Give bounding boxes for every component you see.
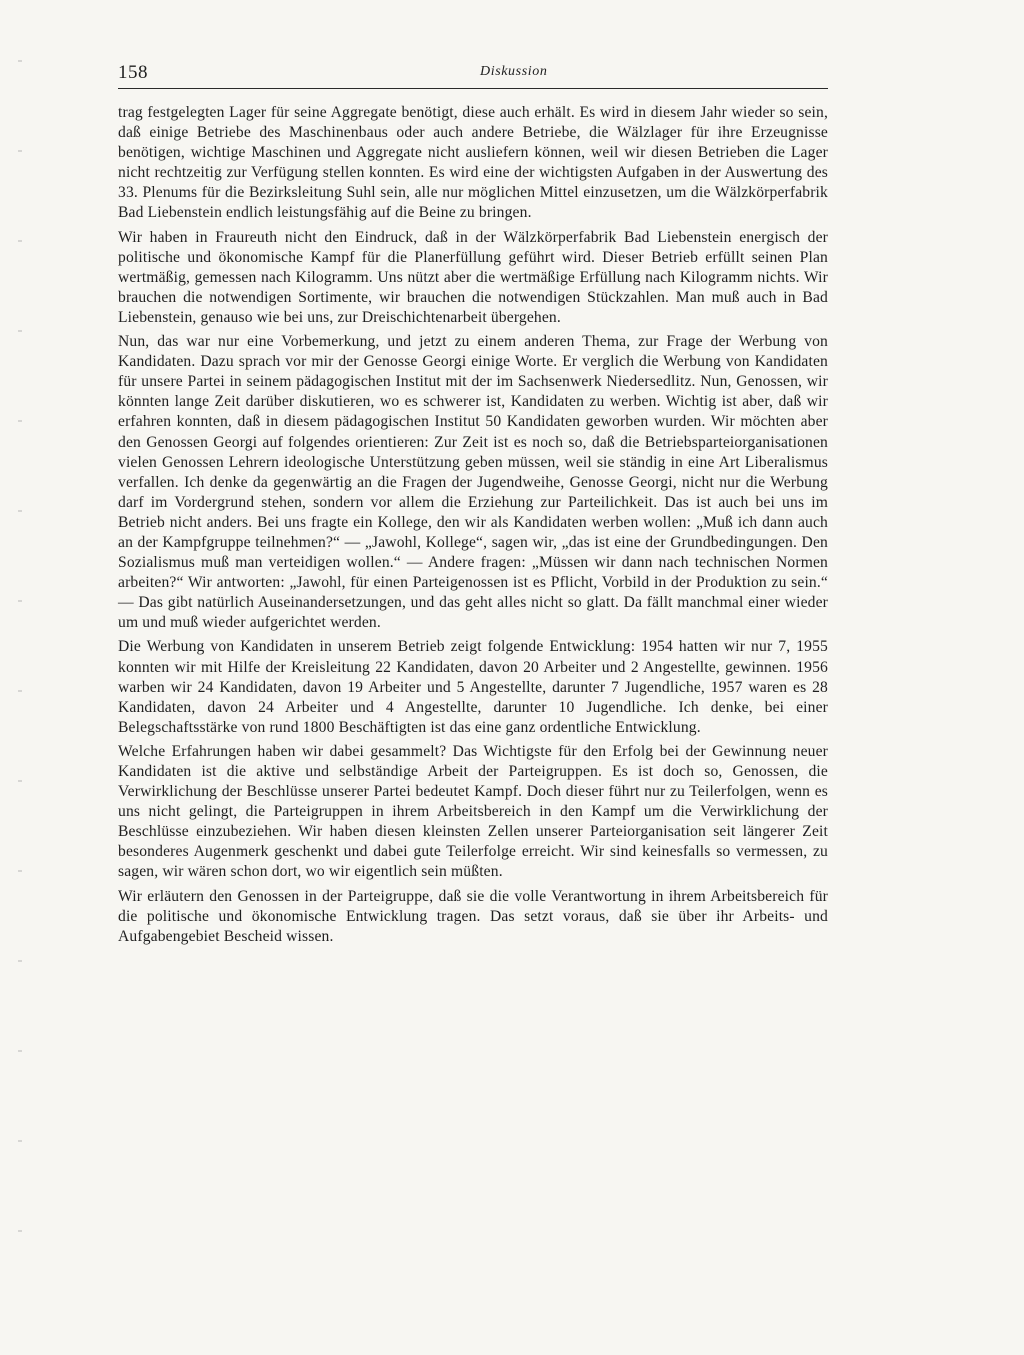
paragraph-5: Welche Erfahrungen haben wir dabei gesammelt? Das Wichtigste für den Erfolg bei der Gewinnung neuer Kandidaten ist die aktive und selbständige Arbeit der Parteigruppen. Es ist doch so, Genossen, die Verwirklichung der Beschlüsse unserer Partei bedeutet Kampf. Doch dieser führt nur zu Teilerfolgen, wenn es uns nicht gelingt, die Parteigruppen in ihrem Arbeitsbereich in den Kampf um die Verwirklichung der Beschlüsse einzubeziehen. Wir haben diesen kleinsten Zellen unserer Parteiorganisation seit längerer Zeit besonderes Augenmerk geschenkt und dabei gute Teilerfolge erreicht. Wir sind keinesfalls so vermessen, zu sagen, wir wären schon dort, wo wir eigentlich sein müßten. [118, 742, 828, 881]
page-header [118, 60, 828, 89]
scan-margin-specks [18, 20, 22, 1320]
paragraph-1: trag festgelegten Lager für seine Aggregate benötigt, diese auch erhält. Es wird in diesem Jahr wieder so sein, daß einige Betriebe des Maschinenbaus oder auch andere Betriebe, die Wälzlager für ihre Erzeugnisse benötigen, wichtige Maschinen und Aggregate nicht ausliefern können, weil wir diesen Betrieben die Lager nicht rechtzeitig zur Verfügung stellen konnten. Es wird eine der wichtigsten Aufgaben in der Auswertung des 33. Plenums für die Bezirksleitung Suhl sein, alle nur möglichen Mittel einzusetzen, um die Wälzkörperfabrik Bad Liebenstein endlich leistungsfähig auf die Beine zu bringen. [118, 104, 828, 222]
page-number: 158 [118, 62, 148, 83]
running-head: Diskussion [480, 64, 548, 79]
paragraph-6: Wir erläutern den Genossen in der Parteigruppe, daß sie die volle Verantwortung in ihrem Arbeitsbereich für die politische und ökonomische Entwicklung tragen. Das setzt voraus, daß sie über ihr Arbeits- und Aufgabengebiet Bescheid wissen. [118, 887, 828, 945]
paragraph-2: Wir haben in Fraureuth nicht den Eindruck, daß in der Wälzkörperfabrik Bad Liebenstein energisch der politische und ökonomische Kampf für die Planerfüllung geführt wird. Dieser Betrieb erfüllt seinen Plan wertmäßig, gemessen nach Kilogramm. Uns nützt aber die wertmäßige Erfüllung nach Kilogramm nichts. Wir brauchen die notwendigen Sortimente, wir brauchen die notwendigen Stückzahlen. Man muß auch in Bad Liebenstein, genauso wie bei uns, zur Dreischichtenarbeit übergehen. [118, 228, 828, 326]
paragraph-3: Nun, das war nur eine Vorbemerkung, und jetzt zu einem anderen Thema, zur Frage der Werbung von Kandidaten. Dazu sprach vor mir der Genosse Georgi einige Worte. Er verglich die Werbung von Kandidaten für unsere Partei in seinem pädagogischen Institut mit der im Sachsenwerk Niedersedlitz. Nun, Genossen, wir könnten lange Zeit darüber diskutieren, wo es schwerer ist, Kandidaten zu werben. Wichtig ist aber, daß wir erfahren konnten, daß in diesem pädagogischen Institut 50 Kandidaten geworben wurden. Wir möchten aber den Genossen Georgi auf folgendes orientieren: Zur Zeit ist es noch so, daß die Betriebsparteiorganisationen vielen Genossen Lehrern ideologische Unterstützung geben müssen, weil sie ständig in eine Art Liberalismus verfallen. Ich denke da gegenwärtig an die Fragen der Jugendweihe, Genosse Georgi, nicht nur die Werbung darf im Vordergrund stehen, sondern vor allem die Erziehung zur Parteilichkeit. Das ist auch bei uns im Betrieb nicht anders. Bei uns fragte ein Kollege, den wir als Kandidaten werben wollen: „Muß ich dann auch an der Kampfgruppe teilnehmen?“ — „Jawohl, Kollege“, sagen wir, „das ist eine der Grundbedingungen. Den Sozialismus muß man verteidigen wollen.“ — Andere fragen: „Müssen wir dann nach technischen Normen arbeiten?“ Wir antworten: „Jawohl, für einen Parteigenossen ist es Pflicht, Vorbild in der Produktion zu sein.“ — Das gibt natürlich Auseinandersetzungen, und das geht alles nicht so glatt. Da fällt manchmal einer wieder um und muß wieder aufgerichtet werden. [118, 333, 828, 632]
document-page [118, 60, 828, 951]
paragraph-4: Die Werbung von Kandidaten in unserem Betrieb zeigt folgende Entwicklung: 1954 hatten wir nur 7, 1955 konnten wir mit Hilfe der Kreisleitung 22 Kandidaten, davon 20 Arbeiter und 2 Angestellte, gewinnen. 1956 warben wir 24 Kandidaten, davon 19 Arbeiter und 5 Angestellte, darunter 7 Jugendliche, 1957 waren es 28 Kandidaten, davon 24 Arbeiter und 4 Angestellte, darunter 10 Jugendliche. Ich denke, bei einer Belegschaftsstärke von rund 1800 Beschäftigten ist das eine ganz ordentliche Entwicklung. [118, 638, 828, 736]
body-text [118, 103, 828, 947]
